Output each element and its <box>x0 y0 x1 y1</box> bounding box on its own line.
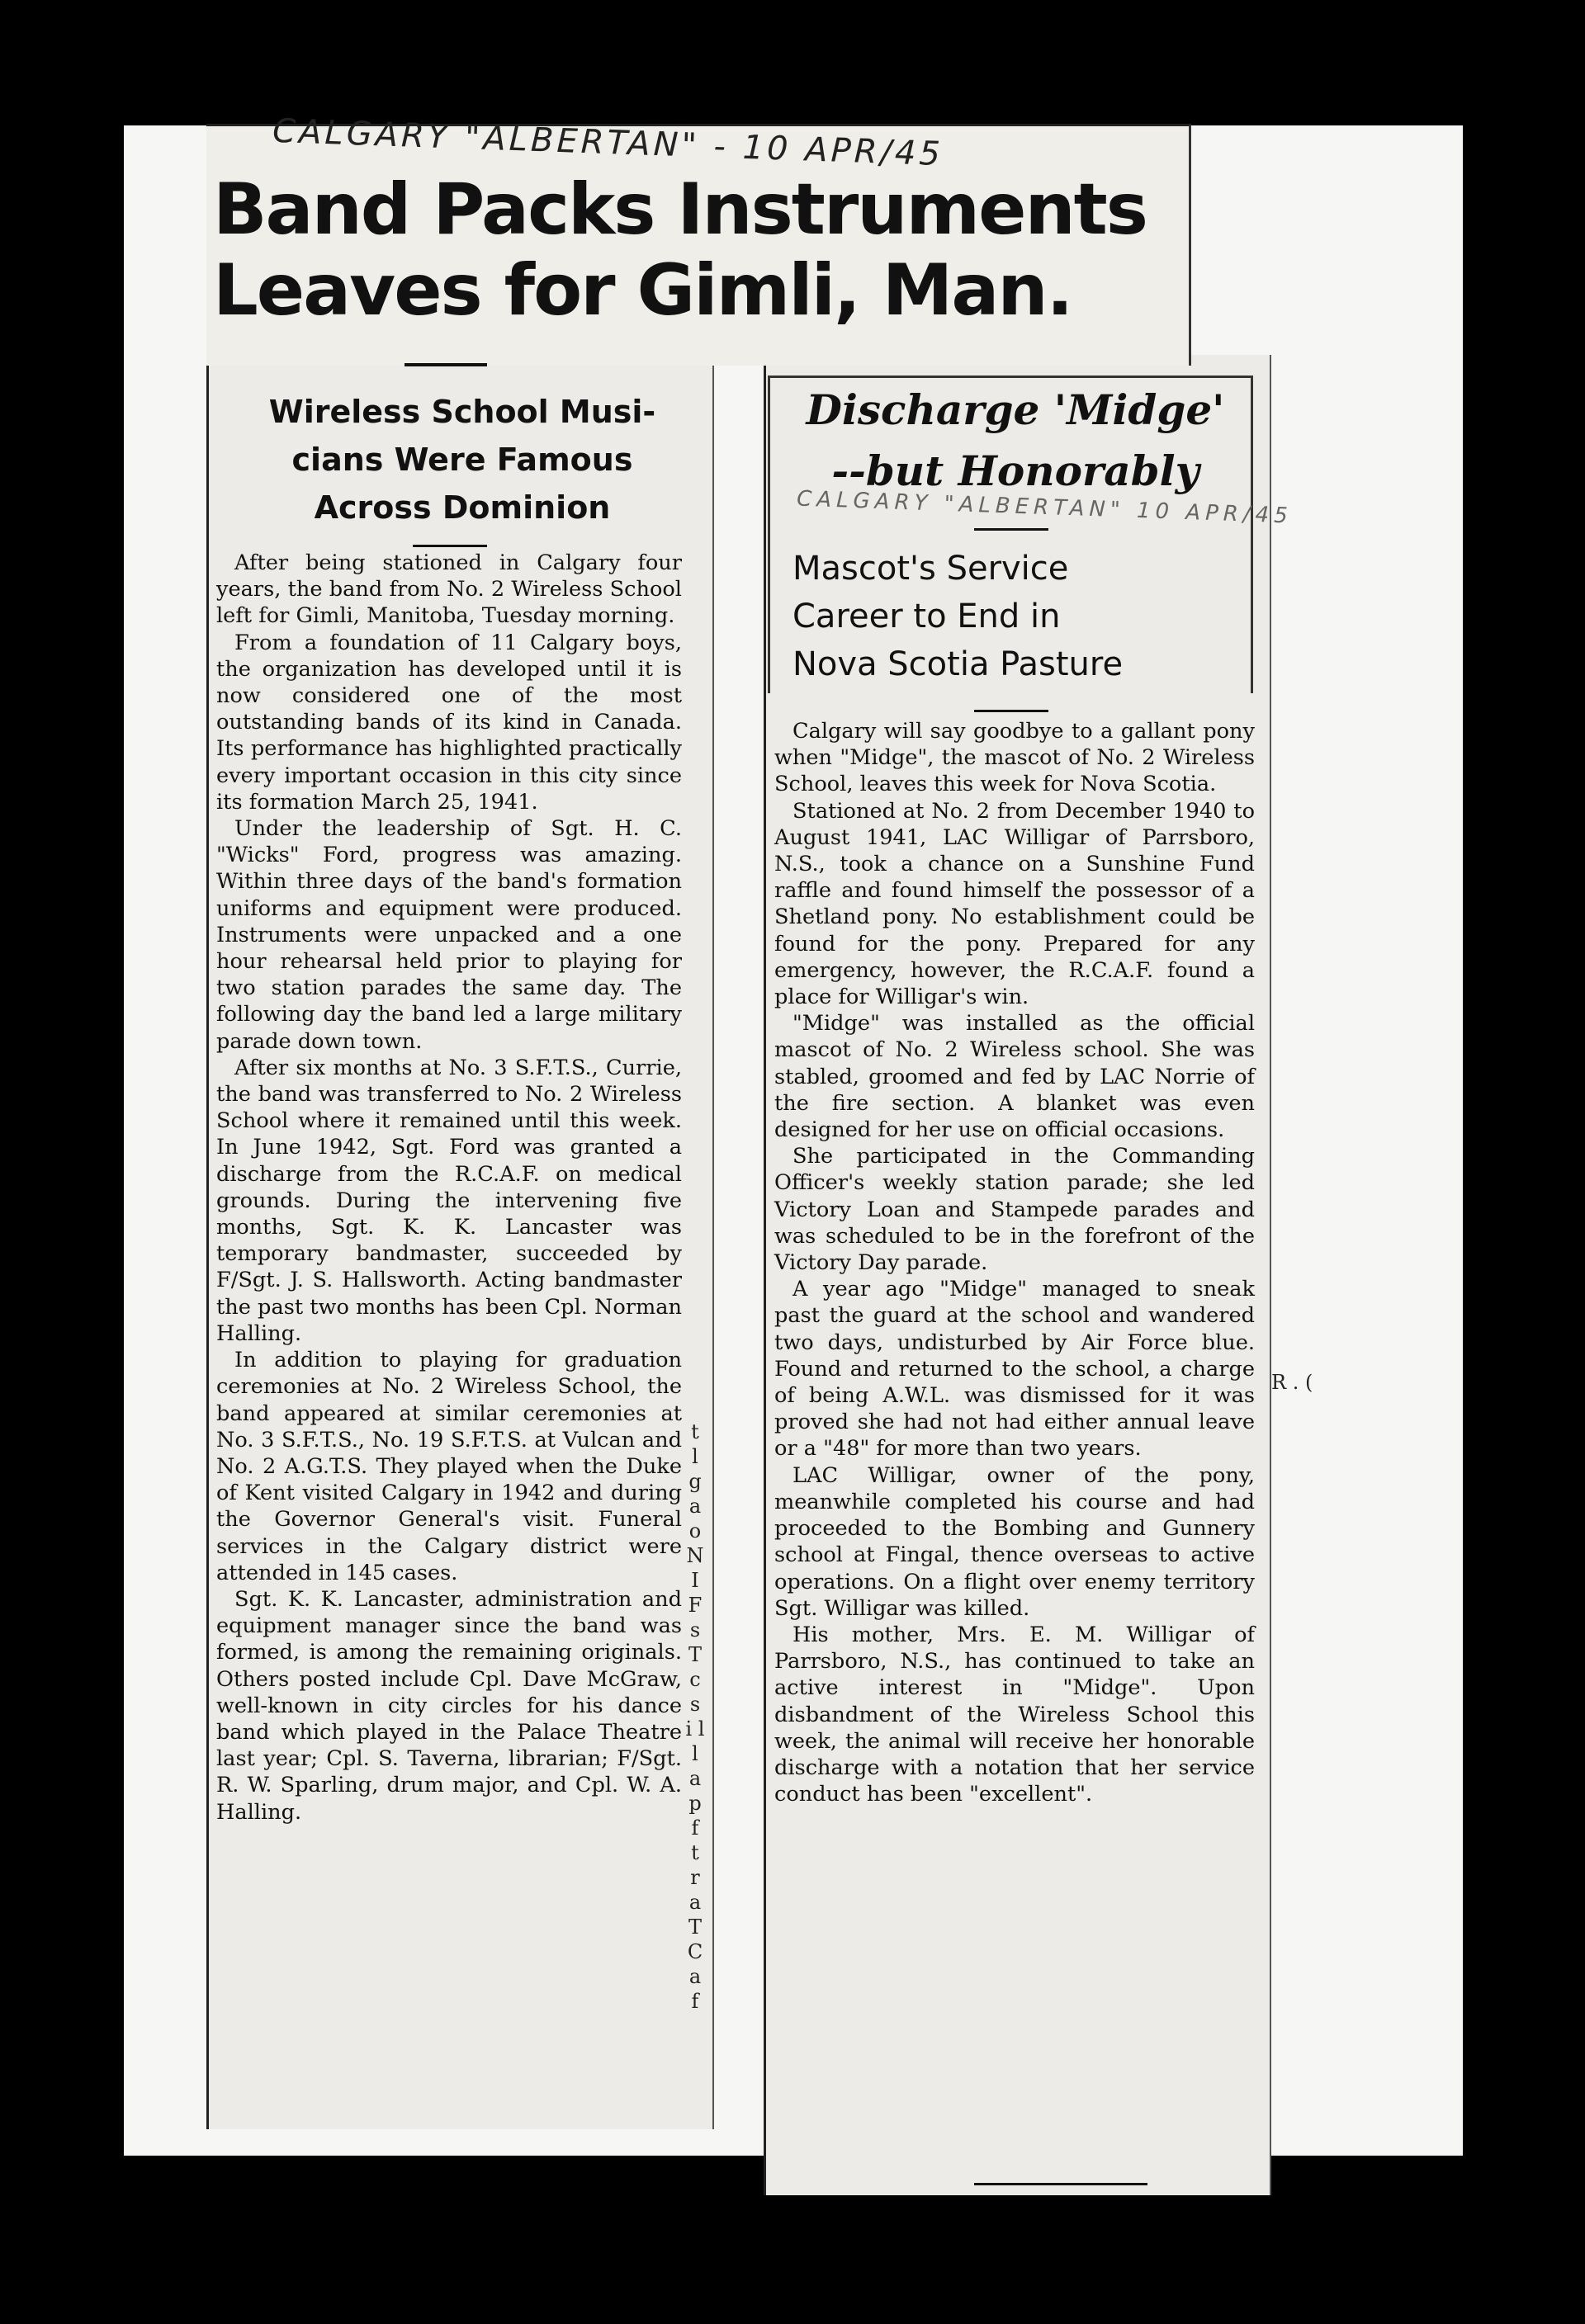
main-headline <box>213 169 1187 331</box>
deck-line: Mascot's Service <box>792 550 1069 588</box>
handwritten-source-note-2: CALGARY "ALBERTAN" 10 APR/45 <box>796 486 1294 529</box>
neighbor-column-fragment: t l g a o N I F s T c s i l l a p f t r a T C a f <box>685 1420 705 2013</box>
right-headline-frame-left <box>768 376 770 693</box>
left-subhead-rule <box>413 545 487 547</box>
left-subhead-line: Across Dominion <box>314 489 611 526</box>
left-paragraph: From a foundation of 11 Calgary boys, the organization has developed until it is now considered one of the most outstanding bands of its kind in Canada. Its performance has highlighted practically every important occasion in this city since its formation March 25, 1941. <box>216 630 682 815</box>
right-paragraph: LAC Willigar, owner of the pony, meanwhile completed his course and had proceeded to the Bombing and Gunnery school at Fingal, thence overseas to active operations. On a flight over enemy territory Sgt. Willigar was killed. <box>774 1462 1255 1621</box>
right-headline-line: Discharge 'Midge' <box>806 385 1225 434</box>
deck-line: Nova Scotia Pasture <box>792 645 1124 683</box>
right-article-headline <box>784 380 1247 502</box>
right-headline-rule <box>974 528 1048 531</box>
headline-line-2: Leaves for Gimli, Man. <box>213 249 1072 332</box>
right-edge-fragment: R . ( <box>1271 1371 1313 1394</box>
right-headline-frame-top <box>768 376 1253 378</box>
article-end-rule <box>974 2183 1147 2185</box>
right-paragraph: "Midge" was installed as the official mascot of No. 2 Wireless school. She was stabled, groomed and fed by LAC Norrie of the fire section. A blanket was even designed for her use on official occasions. <box>774 1011 1255 1143</box>
right-article-deck <box>792 545 1255 688</box>
right-paragraph: She participated in the Commanding Officer's weekly station parade; she led Victory Loan and Stampede parades and was scheduled to be in the forefront of the Victory Day parade. <box>774 1144 1255 1276</box>
right-headline-line: --but Honorably <box>831 446 1199 495</box>
handwritten-source-note: CALGARY "ALBERTAN" - 10 APR/45 <box>272 111 944 174</box>
right-paragraph: Stationed at No. 2 from December 1940 to August 1941, LAC Willigar of Parrsboro, N.S., took a chance on a Sunshine Fund raffle and found himself the possessor of a Shetland pony. No establishment could be found for the pony. Prepared for any emergency, however, the R.C.A.F. found a place for Willigar's win. <box>774 798 1255 1010</box>
right-paragraph: His mother, Mrs. E. M. Willigar of Parrsboro, N.S., has continued to take an active interest in "Midge". Upon disbandment of the Wireless School this week, the animal will receive her honorable discharge with a notation that her service conduct has been "excellent". <box>774 1622 1255 1807</box>
left-paragraph: After being stationed in Calgary four years, the band from No. 2 Wireless School left for Gimli, Manitoba, Tuesday morning. <box>216 550 682 629</box>
headline-line-1: Band Packs Instruments <box>213 168 1147 251</box>
left-subhead-line: Wireless School Musi- <box>268 394 656 430</box>
left-subheadline <box>231 388 693 531</box>
headline-rule <box>405 363 487 366</box>
left-paragraph: After six months at No. 3 S.F.T.S., Currie, the band was transferred to No. 2 Wireless School where it remained until this week. In June 1942, Sgt. Ford was granted a discharge from the R.C.A.F. on medical grounds. During the intervening five months, Sgt. K. K. Lancaster was temporary bandmaster, succeeded by F/Sgt. J. S. Hallsworth. Acting bandmaster the past two months has been Cpl. Norman Halling. <box>216 1055 682 1346</box>
right-deck-rule <box>974 710 1048 712</box>
left-article-body <box>216 550 682 1826</box>
left-subhead-line: cians Were Famous <box>291 442 633 478</box>
left-paragraph: In addition to playing for graduation ceremonies at No. 2 Wireless School, the band appeared at similar ceremonies at No. 3 S.F.T.S., No. 19 S.F.T.S. at Vulcan and No. 2 A.G.T.S. They played when the Duke of Kent visited Calgary in 1942 and during the Governor General's visit. Funeral services in the Calgary district were attended in 145 cases. <box>216 1348 682 1585</box>
left-paragraph: Sgt. K. K. Lancaster, administration and equipment manager since the band was formed, is among the remaining originals. Others posted include Cpl. Dave McGraw, well-known in city circles for his dance band which played in the Palace Theatre last year; Cpl. S. Taverna, librarian; F/Sgt. R. W. Sparling, drum major, and Cpl. W. A. Halling. <box>216 1586 682 1825</box>
right-article-body <box>774 718 1255 1807</box>
right-paragraph: A year ago "Midge" managed to sneak past the guard at the school and wandered two days, undisturbed by Air Force blue. Found and returned to the school, a charge of being A.W.L. was dismissed for it was proved she had not had either annual leave or a "48" for more than two years. <box>774 1277 1255 1462</box>
right-paragraph: Calgary will say goodbye to a gallant pony when "Midge", the mascot of No. 2 Wireless School, leaves this week for Nova Scotia. <box>774 719 1255 797</box>
deck-line: Career to End in <box>792 598 1061 635</box>
left-paragraph: Under the leadership of Sgt. H. C. "Wicks" Ford, progress was amazing. Within three days of the band's formation uniforms and equipment were produced. Instruments were unpacked and a one hour rehearsal held prior to playing for two station parades the same day. The following day the band led a large military parade down town. <box>216 816 682 1054</box>
